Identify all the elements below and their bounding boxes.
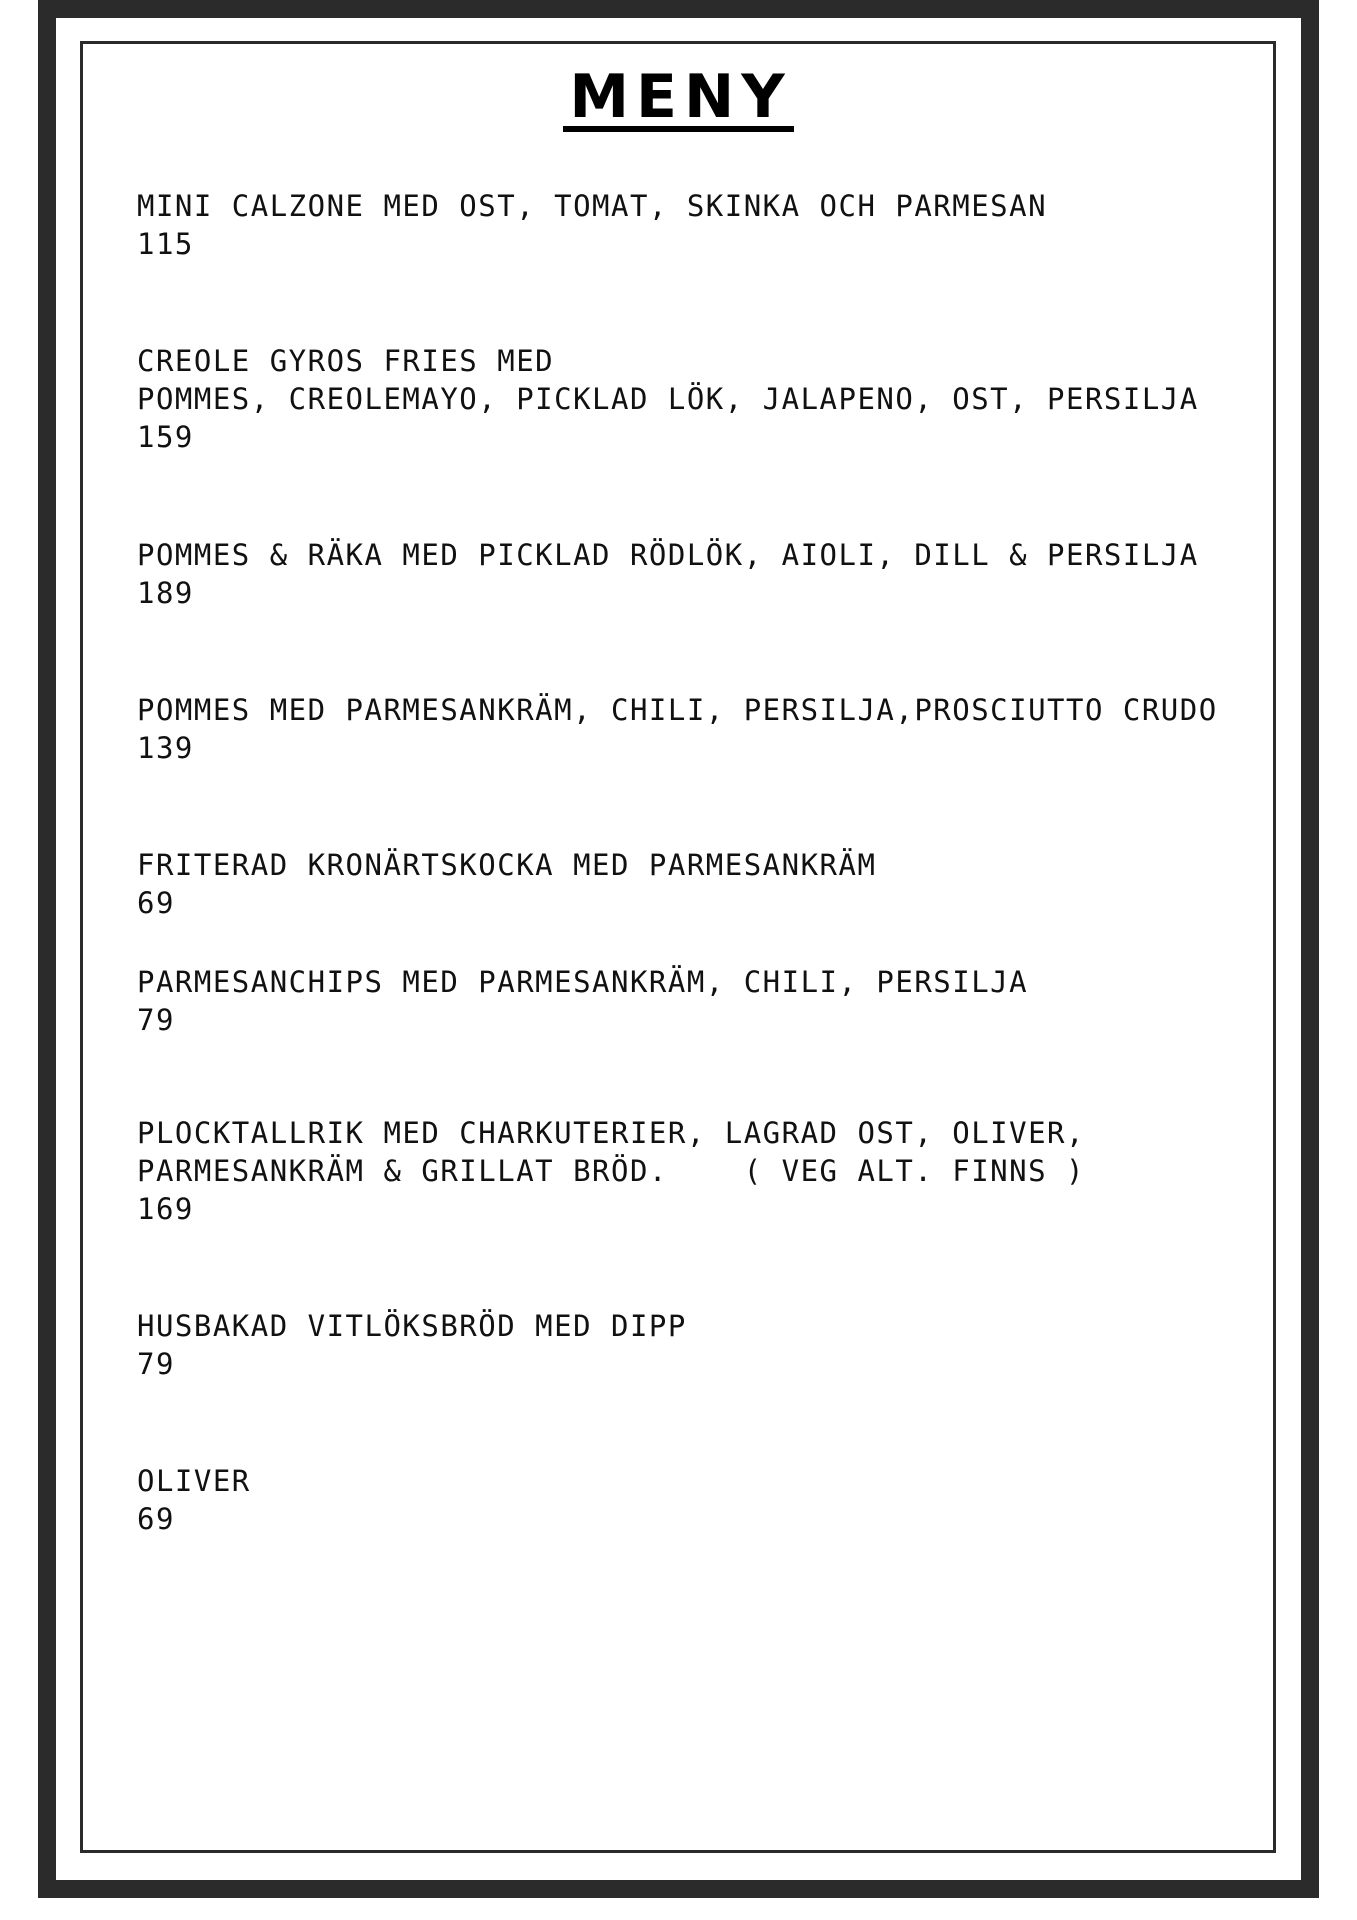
menu-item — [137, 1462, 1247, 1538]
menu-item-description: OLIVER — [137, 1464, 251, 1498]
menu-item-description: POMMES, CREOLEMAYO, PICKLAD LÖK, JALAPENO, OST, PERSILJA — [137, 382, 1199, 416]
menu-item-price: 115 — [137, 227, 194, 261]
menu-item — [137, 963, 1247, 1039]
menu-title: MENY — [563, 68, 793, 132]
menu-item-description: PARMESANCHIPS MED PARMESANKRÄM, CHILI, PERSILJA — [137, 965, 1029, 999]
menu-item-price: 139 — [137, 731, 194, 765]
menu-item-price: 79 — [137, 1003, 175, 1037]
menu-item-price: 79 — [137, 1347, 175, 1381]
menu-item — [137, 691, 1247, 767]
menu-item — [137, 1307, 1247, 1383]
menu-title-container — [0, 64, 1357, 132]
menu-item-price: 169 — [137, 1192, 194, 1226]
menu-item-description: FRITERAD KRONÄRTSKOCKA MED PARMESANKRÄM — [137, 848, 877, 882]
menu-item — [137, 846, 1247, 922]
menu-item-description: POMMES MED PARMESANKRÄM, CHILI, PERSILJA,PROSCIUTTO CRUDO — [137, 693, 1218, 727]
menu-item-description: HUSBAKAD VITLÖKSBRÖD MED DIPP — [137, 1309, 687, 1343]
menu-item-description: POMMES & RÄKA MED PICKLAD RÖDLÖK, AIOLI, DILL & PERSILJA — [137, 538, 1199, 572]
menu-item-description: PARMESANKRÄM & GRILLAT BRÖD. ( VEG ALT. FINNS ) — [137, 1154, 1085, 1188]
menu-item-description: MINI CALZONE MED OST, TOMAT, SKINKA OCH PARMESAN — [137, 189, 1048, 223]
menu-item — [137, 187, 1247, 263]
menu-item-price: 69 — [137, 1502, 175, 1536]
menu-item-price: 189 — [137, 576, 194, 610]
menu-item — [137, 536, 1247, 612]
inner-border-frame — [80, 41, 1276, 1853]
menu-item — [137, 1114, 1247, 1228]
menu-item-description: CREOLE GYROS FRIES MED — [137, 344, 555, 378]
menu-item — [137, 342, 1247, 456]
menu-item-description: PLOCKTALLRIK MED CHARKUTERIER, LAGRAD OST, OLIVER, — [137, 1116, 1085, 1150]
menu-item-price: 159 — [137, 420, 194, 454]
menu-item-price: 69 — [137, 886, 175, 920]
